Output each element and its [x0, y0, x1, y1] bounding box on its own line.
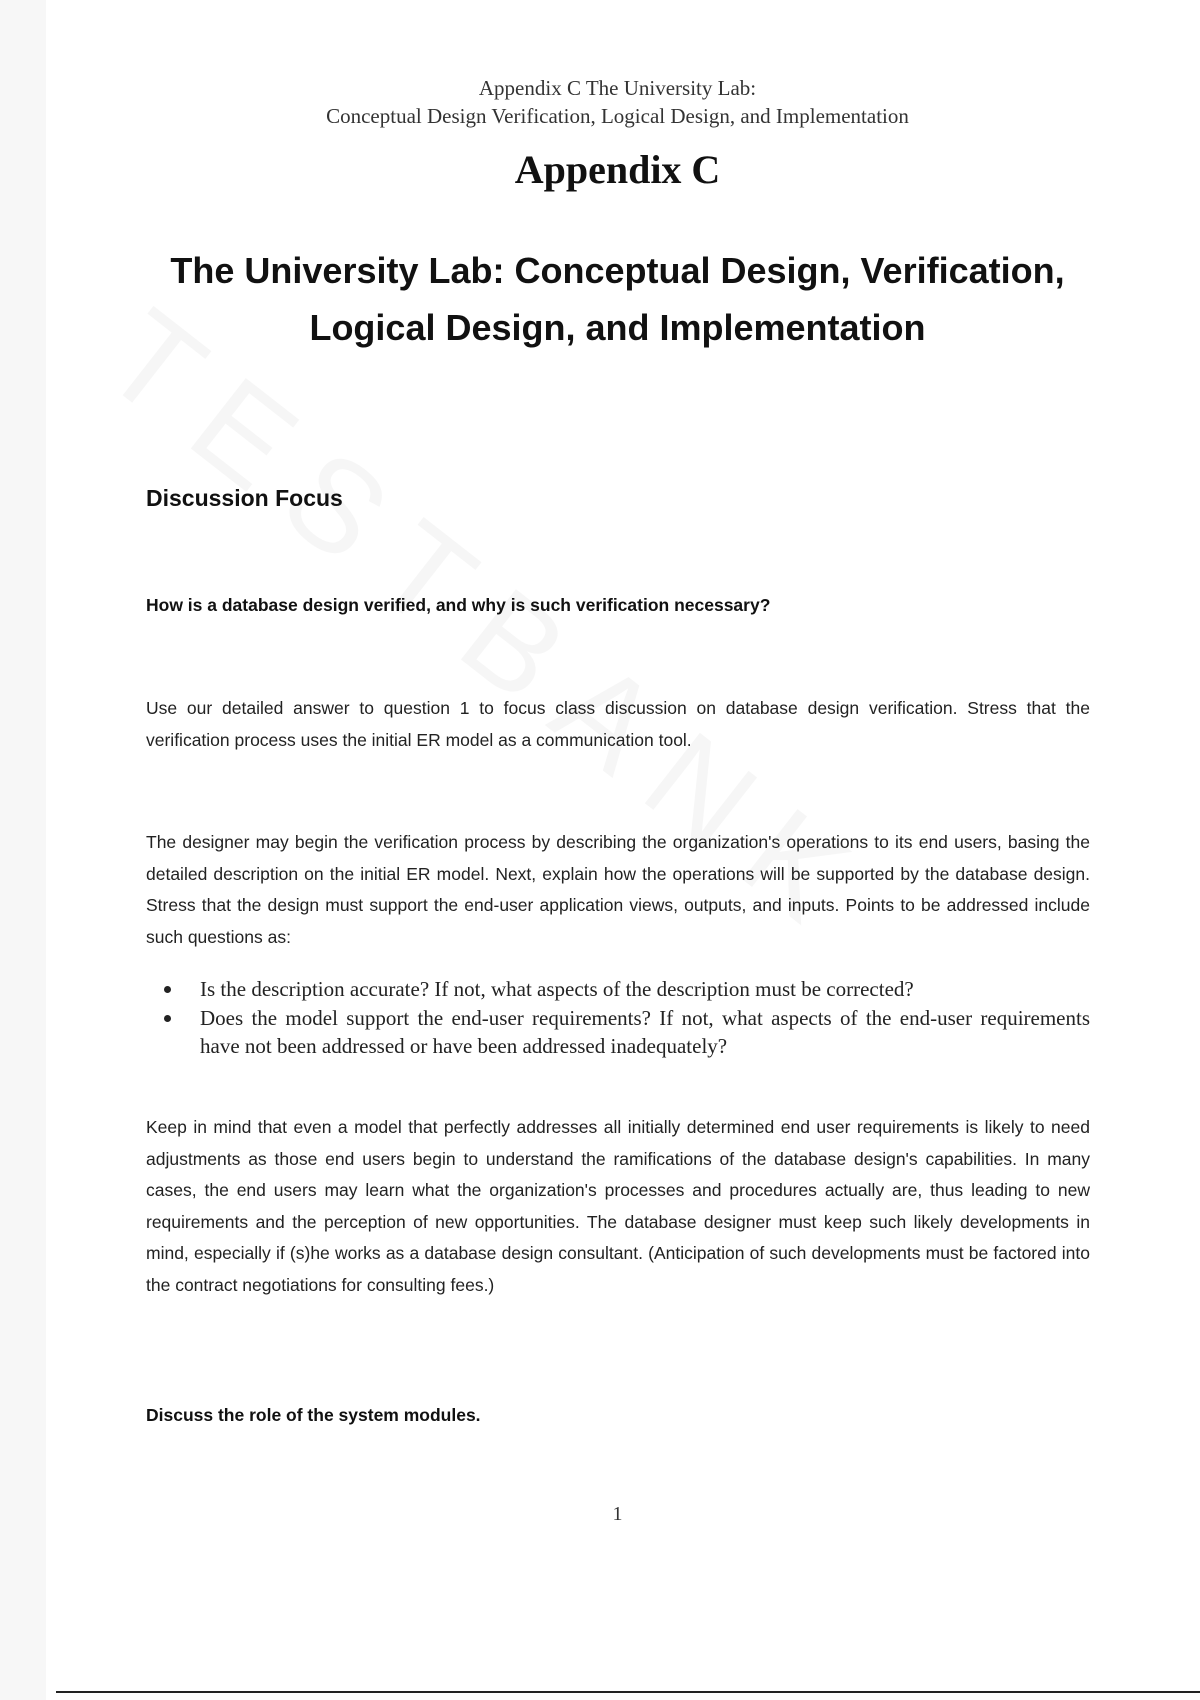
paragraph-verification-intro: Use our detailed answer to question 1 to focus class discussion on database design verification. Stress that the verification process uses the initial ER model as a communication tool.: [146, 698, 1090, 750]
footer-divider: [56, 1691, 1200, 1693]
section-heading: Discussion Focus: [146, 485, 343, 511]
appendix-title: Appendix C: [514, 147, 721, 192]
list-item-text: Is the description accurate? If not, what aspects of the description must be corrected?: [200, 977, 914, 1001]
main-title: [0, 242, 1200, 356]
page-number: 1: [612, 1503, 623, 1525]
running-header-line-2: Conceptual Design Verification, Logical Design, and Implementation: [326, 104, 909, 128]
discussion-question-1: How is a database design verified, and why is such verification necessary?: [146, 595, 771, 615]
main-title-line-1: The University Lab: Conceptual Design, Verification,: [170, 250, 1065, 291]
paragraph-adjustments: Keep in mind that even a model that perfectly addresses all initially determined end user requirements is likely to need adjustments as those end users begin to understand the ramifications of the database design's capabilities. In many cases, the end users may learn what the organization's processes and procedures actually are, thus leading to new requirements and the perception of new opportunities. The database designer must keep such likely developments in mind, especially if (s)he works as a database design consultant. (Anticipation of such developments must be factored into the contract negotiations for consulting fees.): [146, 1117, 1090, 1295]
running-header: [0, 74, 1200, 130]
list-item: [146, 1004, 1090, 1060]
running-header-line-1: Appendix C The University Lab:: [478, 76, 757, 100]
paragraph-verification-process: The designer may begin the verification process by describing the organization's operations to its end users, basing the detailed description on the initial ER model. Next, explain how the operations will be supported by the database design. Stress that the design must support the end-user application views, outputs, and inputs. Points to be addressed include such questions as:: [146, 832, 1090, 947]
question-list: [146, 975, 1090, 1061]
list-item-text: Does the model support the end-user requirements? If not, what aspects of the end-user requirements have not been addressed or have been addressed inadequately?: [200, 1006, 1090, 1058]
bullet-icon: [164, 1015, 171, 1022]
list-item: [146, 975, 1090, 1003]
main-title-line-2: Logical Design, and Implementation: [309, 307, 926, 348]
discussion-question-2: Discuss the role of the system modules.: [146, 1405, 481, 1425]
bullet-icon: [164, 986, 171, 993]
